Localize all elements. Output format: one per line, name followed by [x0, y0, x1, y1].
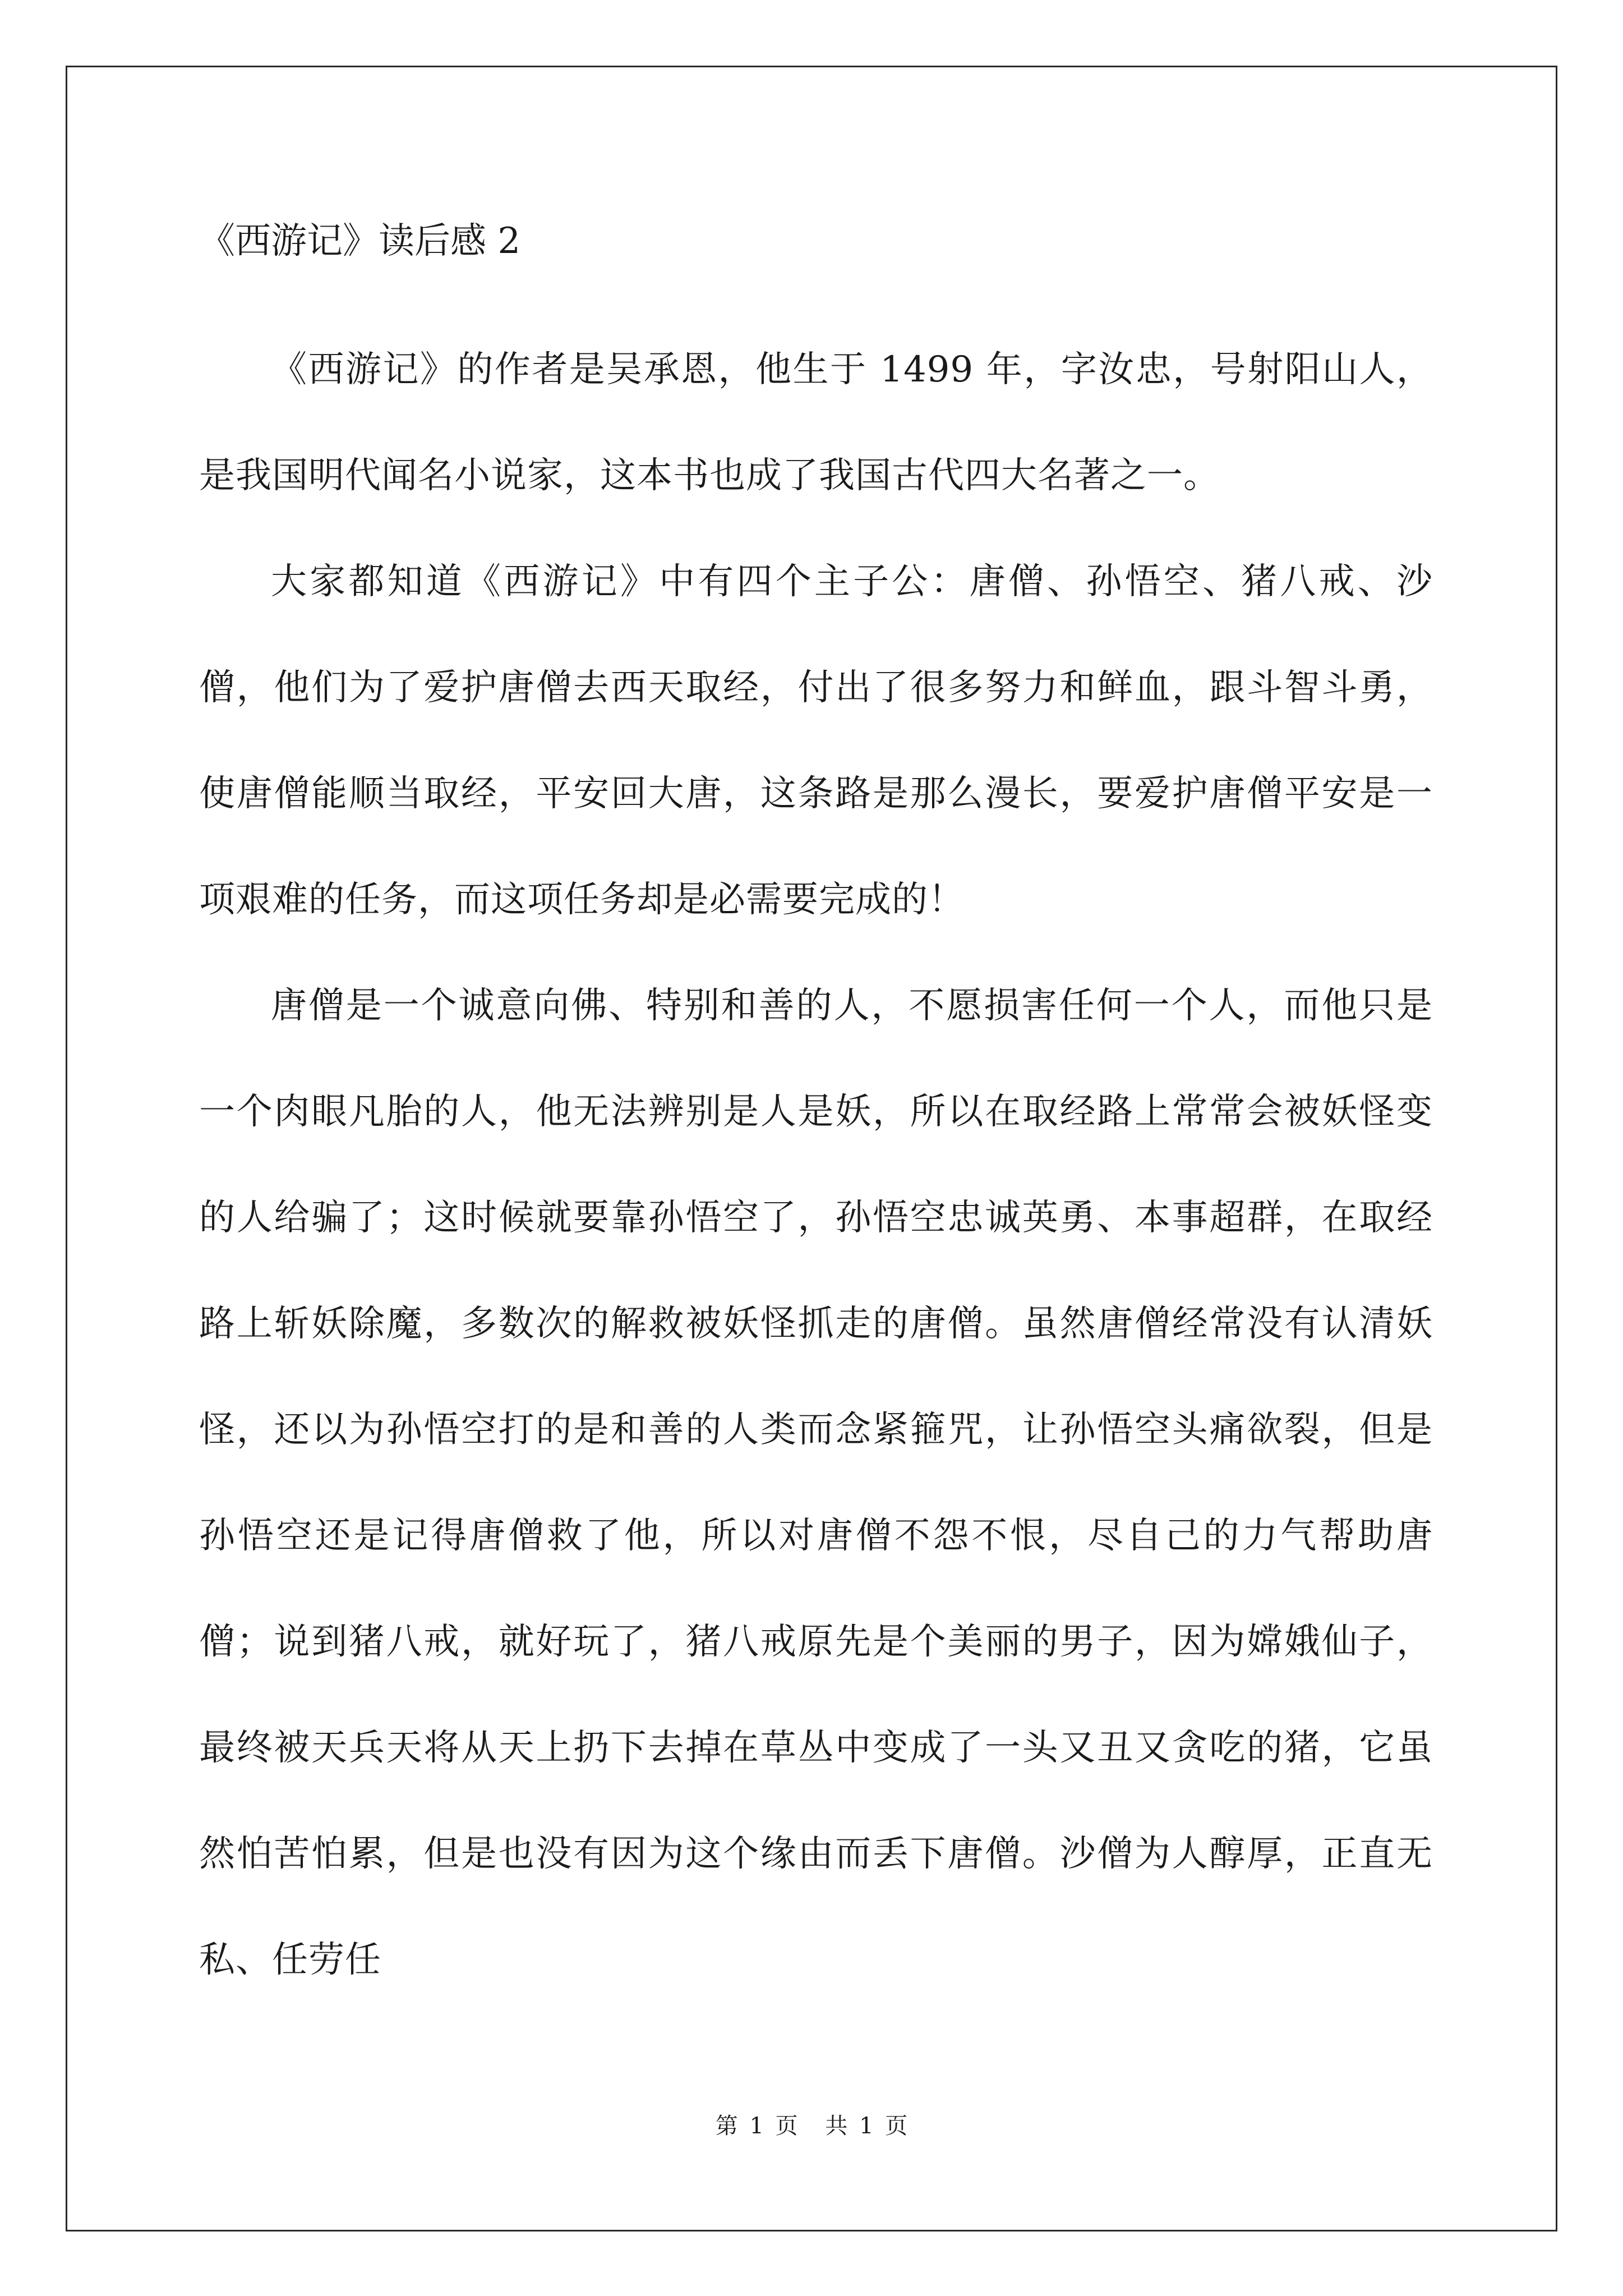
- paragraph-2: 大家都知道《西游记》中有四个主子公：唐僧、孙悟空、猪八戒、沙僧，他们为了爱护唐僧去西天取经，付出了很多努力和鲜血，跟斗智斗勇，使唐僧能顺当取经，平安回大唐，这条路是那么漫长，要爱护唐僧平安是一项艰难的任务，而这项任务却是必需要完成的！: [199, 561, 1433, 921]
- document-title: 《西游记》读后感 2: [199, 220, 521, 262]
- page-total: 共 1 页: [825, 2113, 908, 2139]
- document-body: [199, 213, 1433, 2013]
- page-number: 第 1 页: [715, 2113, 798, 2139]
- page-footer: [0, 2108, 1623, 2140]
- paragraph-3: 唐僧是一个诚意向佛、特别和善的人，不愿损害任何一个人，而他只是一个肉眼凡胎的人，他无法辨别是人是妖，所以在取经路上常常会被妖怪变的人给骗了；这时候就要靠孙悟空了，孙悟空忠诚英勇、本事超群，在取经路上斩妖除魔，多数次的解救被妖怪抓走的唐僧。虽然唐僧经常没有认清妖怪，还以为孙悟空打的是和善的人类而念紧箍咒，让孙悟空头痛欲裂，但是孙悟空还是记得唐僧救了他，所以对唐僧不怨不恨，尽自己的力气帮助唐僧；说到猪八戒，就好玩了，猪八戒原先是个美丽的男子，因为嫦娥仙子，最终被天兵天将从天上扔下去掉在草丛中变成了一头又丑又贪吃的猪，它虽然怕苦怕累，但是也没有因为这个缘由而丢下唐僧。沙僧为人醇厚，正直无私、任劳任: [199, 985, 1433, 1981]
- paragraph-1: 《西游记》的作者是吴承恩，他生于 1499 年，字汝忠，号射阳山人，是我国明代闻名小说家，这本书也成了我国古代四大名著之一。: [199, 349, 1433, 496]
